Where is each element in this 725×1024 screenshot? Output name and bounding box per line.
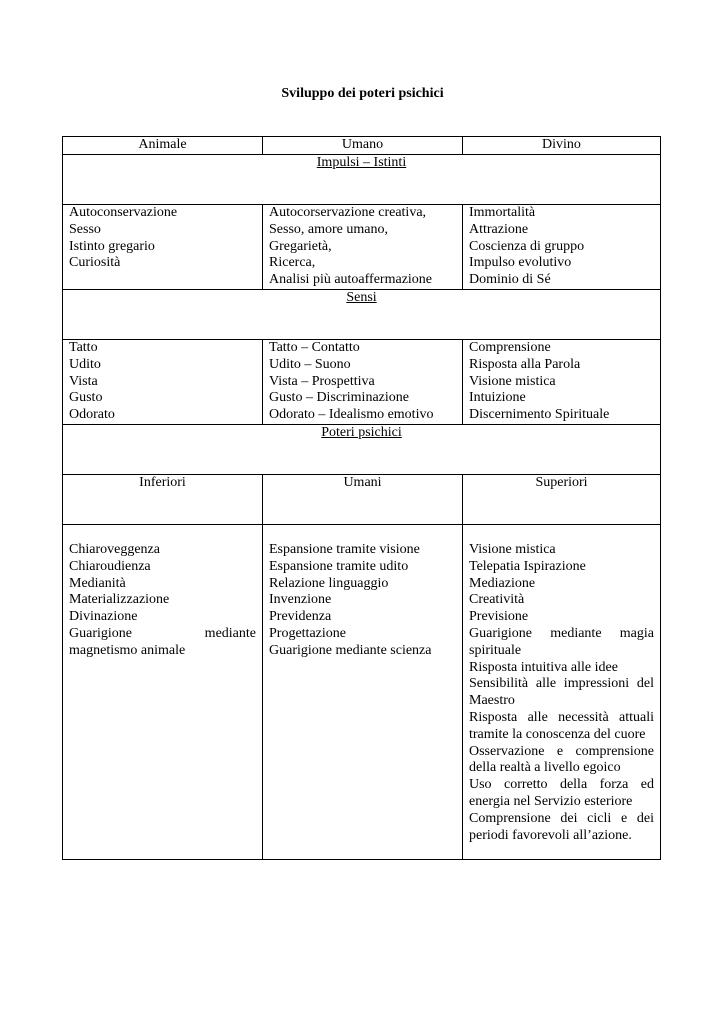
- sensi-animale-cell: [63, 339, 263, 424]
- list-item: Risposta alle necessità attuali: [469, 709, 654, 725]
- list-item: Comprensione: [469, 339, 551, 355]
- list-item: magnetismo animale: [69, 642, 186, 658]
- impulsi-umano-cell: [263, 205, 463, 290]
- list-item: Intuizione: [469, 390, 526, 406]
- section-heading-poteri: Poteri psichici: [321, 424, 402, 440]
- list-item: Discernimento Spirituale: [469, 407, 610, 423]
- list-item: Creatività: [469, 592, 525, 608]
- section-heading-impulsi: Impulsi – Istinti: [316, 155, 407, 170]
- poteri-subheader-row: [63, 474, 661, 524]
- psychic-powers-table: [62, 136, 661, 860]
- subheader-inferiori: Inferiori: [63, 474, 263, 524]
- list-item: Invenzione: [269, 592, 332, 608]
- impulsi-animale-cell: [63, 205, 263, 290]
- list-item: Telepatia Ispirazione: [469, 558, 586, 574]
- list-item: Medianità: [69, 575, 126, 591]
- impulsi-divino-cell: [463, 205, 661, 290]
- list-item: Gusto – Discriminazione: [269, 390, 409, 406]
- list-item: energia nel Servizio esteriore: [469, 793, 633, 809]
- list-item: Previsione: [469, 609, 529, 625]
- list-item: Odorato: [69, 407, 115, 423]
- list-item: Espansione tramite udito: [269, 558, 409, 574]
- list-item: Sesso: [69, 221, 101, 237]
- list-item: Analisi più autoaffermazione: [269, 272, 433, 288]
- list-item: Vista: [69, 373, 98, 389]
- list-item: della realtà a livello egoico: [469, 760, 621, 776]
- list-item: Materializzazione: [69, 592, 170, 608]
- subheader-umani: Umani: [263, 474, 463, 524]
- section-row-sensi: [63, 289, 661, 339]
- list-item: Uso corretto della forza ed: [469, 777, 654, 793]
- list-item: Attrazione: [469, 221, 529, 237]
- list-item: Relazione linguaggio: [269, 575, 389, 591]
- list-item: Sesso, amore umano,: [269, 221, 388, 237]
- list-item: Immortalità: [469, 205, 536, 220]
- list-item: tramite la conoscenza del cuore: [469, 726, 646, 742]
- poteri-umani-cell: [263, 524, 463, 859]
- list-item: Autocorservazione creativa,: [269, 205, 427, 220]
- sensi-umano-cell: [263, 339, 463, 424]
- list-item: Guarigione mediante magia: [469, 625, 654, 641]
- list-item: Previdenza: [269, 609, 332, 625]
- impulsi-row: [63, 205, 661, 290]
- list-item: Sensibilità alle impressioni del: [469, 676, 654, 692]
- sensi-row: [63, 339, 661, 424]
- list-item: periodi favorevoli all’azione.: [469, 827, 632, 843]
- list-item: Maestro: [469, 693, 515, 709]
- poteri-row: [63, 524, 661, 859]
- list-item: Autoconservazione: [69, 205, 178, 220]
- column-header-divino: Divino: [463, 137, 661, 155]
- sensi-divino-cell: [463, 339, 661, 424]
- list-item: Risposta intuitiva alle idee: [469, 659, 618, 675]
- section-row-impulsi: [63, 155, 661, 205]
- list-item: Udito – Suono: [269, 356, 351, 372]
- list-item: Progettazione: [269, 625, 346, 641]
- list-item: Impulso evolutivo: [469, 255, 572, 271]
- section-heading-sensi: Sensi: [346, 289, 377, 305]
- section-row-poteri: [63, 424, 661, 474]
- page-title: Sviluppo dei poteri psichici: [281, 86, 444, 101]
- list-item: Tatto – Contatto: [269, 339, 360, 355]
- list-item: Odorato – Idealismo emotivo: [269, 407, 434, 423]
- list-item: Vista – Prospettiva: [269, 373, 375, 389]
- list-item: Curiosità: [69, 255, 121, 271]
- poteri-superiori-cell: [463, 524, 661, 859]
- list-item: Comprensione dei cicli e dei: [469, 810, 654, 826]
- list-item: Divinazione: [69, 609, 138, 625]
- list-item: Mediazione: [469, 575, 536, 591]
- list-item: Gusto: [69, 390, 103, 406]
- list-item: Istinto gregario: [69, 238, 155, 254]
- list-item: Dominio di Sé: [469, 272, 551, 288]
- list-item: Guarigione mediante: [69, 625, 256, 641]
- column-header-umano: Umano: [263, 137, 463, 155]
- list-item: Ricerca,: [269, 255, 316, 271]
- subheader-superiori: Superiori: [463, 474, 661, 524]
- list-item: Chiaroudienza: [69, 558, 151, 574]
- list-item: Visione mistica: [469, 541, 556, 557]
- poteri-inferiori-cell: [63, 524, 263, 859]
- list-item: Guarigione mediante scienza: [269, 642, 432, 658]
- list-item: Gregarietà,: [269, 238, 332, 254]
- list-item: Coscienza di gruppo: [469, 238, 585, 254]
- list-item: Udito: [69, 356, 101, 372]
- column-header-animale: Animale: [63, 137, 263, 155]
- list-item: Osservazione e comprensione: [469, 743, 654, 759]
- list-item: Risposta alla Parola: [469, 356, 581, 372]
- list-item: Visione mistica: [469, 373, 556, 389]
- list-item: spirituale: [469, 642, 522, 658]
- list-item: Chiaroveggenza: [69, 541, 160, 557]
- column-header-row: [63, 137, 661, 155]
- list-item: Espansione tramite visione: [269, 541, 420, 557]
- list-item: Tatto: [69, 339, 98, 355]
